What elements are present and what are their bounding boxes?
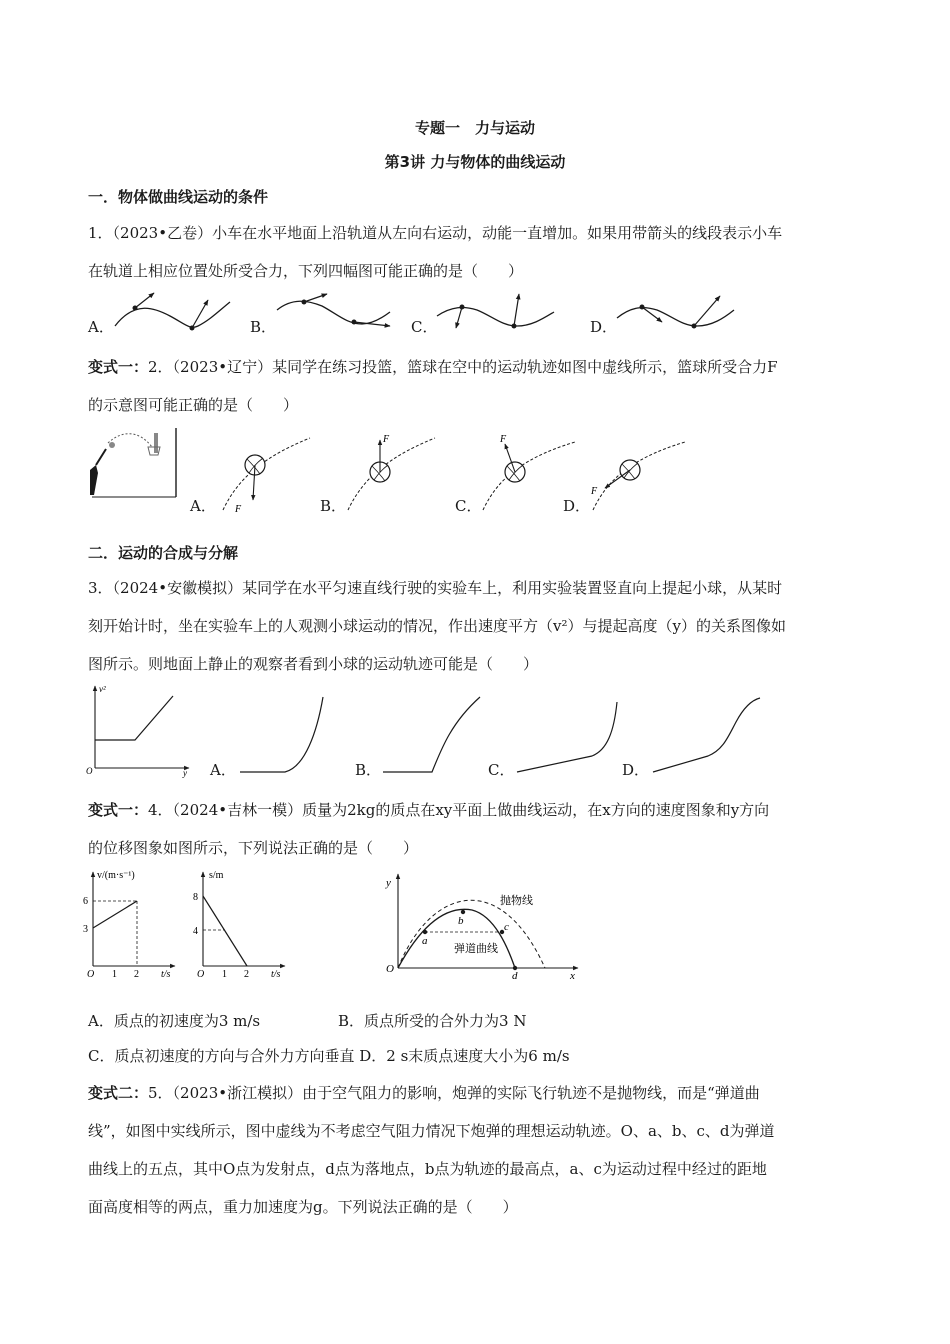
q4-s-ytick-8: 8 <box>193 892 198 903</box>
v2-option-c: C． <box>455 497 482 515</box>
q1-figure-b <box>272 288 397 338</box>
v2-option-d: D． <box>563 497 591 515</box>
q1-option-d: D． <box>590 318 618 336</box>
q4-v-ytick-6: 6 <box>83 896 88 907</box>
q3-option-c: C． <box>488 761 515 779</box>
v2-option-b: B． <box>320 497 347 515</box>
q4-line1 <box>88 800 769 820</box>
traj-point-d: d <box>512 970 518 982</box>
section2-title: 二．运动的合成与分解 <box>88 544 239 562</box>
q4-v-xtick-2: 2 <box>134 969 139 980</box>
q1-figure-a <box>110 288 235 338</box>
q3-option-b: B． <box>355 761 382 779</box>
q4-s-xtick-2: 2 <box>244 969 249 980</box>
traj-origin: O <box>386 963 394 975</box>
q1-option-b: B． <box>250 318 277 336</box>
traj-point-a: a <box>422 935 428 947</box>
q5-line4: 面高度相等的两点，重力加速度为g。下列说法正确的是（ ） <box>88 1198 518 1216</box>
v2-prefix: 变式一： <box>88 358 149 376</box>
traj-x-label: x <box>570 970 575 982</box>
q3-option-a: A． <box>210 761 236 779</box>
v2-figure-a <box>215 430 320 515</box>
v2-c-force-label: F <box>500 434 507 445</box>
q4-s-xtick-1: 1 <box>222 969 227 980</box>
q3-line2: 刻开始计时，坐在实验车上的人观测小球运动的情况，作出速度平方（v²）与提起高度（y）的关系图像如 <box>88 617 786 635</box>
q5-prefix: 变式二： <box>88 1084 149 1102</box>
q4-option-a: A．质点的初速度为3 m/s <box>88 1012 261 1030</box>
v2-line2: 的示意图可能正确的是（ ） <box>88 396 299 414</box>
q4-velocity-graph <box>85 866 185 978</box>
q4-v-ylabel: v/(m·s⁻¹) <box>97 870 135 881</box>
traj-ballistic-label: 弹道曲线 <box>454 943 498 955</box>
q4-v-xtick-1: 1 <box>112 969 117 980</box>
v2-a-force-label: F <box>235 504 242 515</box>
q4-s-xlabel: t/s <box>271 969 281 980</box>
q3-figure-d <box>648 692 763 777</box>
q1-line2: 在轨道上相应位置处所受合力，下列四幅图可能正确的是（ ） <box>88 262 524 280</box>
q3-graph-origin: O <box>86 766 93 776</box>
q4-displacement-graph <box>195 866 295 978</box>
traj-parabola-label: 抛物线 <box>500 895 533 907</box>
q1-option-c: C． <box>411 318 438 336</box>
v2-figure-b <box>340 430 445 515</box>
q5-line2: 线”，如图中实线所示，图中虚线为不考虑空气阻力情况下炮弹的理想运动轨迹。O、a、b、c、d为弹道 <box>88 1122 775 1140</box>
q4-v-ytick-3: 3 <box>83 924 88 935</box>
traj-point-b: b <box>458 915 464 927</box>
q5-line1 <box>88 1083 760 1103</box>
q3-option-d: D． <box>622 761 650 779</box>
q1-line1: 1．（2023•乙卷）小车在水平地面上沿轨道从左向右运动，动能一直增加。如果用带箭头的线段表示小车 <box>88 224 783 242</box>
q4-v-xlabel: t/s <box>161 969 171 980</box>
q4-line2: 的位移图象如图所示，下列说法正确的是（ ） <box>88 839 419 857</box>
q5-line3: 曲线上的五点，其中O点为发射点，d点为落地点，b点为轨迹的最高点，a、c为运动过程中经过的距地 <box>88 1160 767 1178</box>
traj-y-label: y <box>386 877 391 889</box>
q4-option-b: B．质点所受的合外力为3 N <box>338 1012 527 1030</box>
q3-graph-xlabel: y <box>183 768 187 778</box>
q3-line1: 3．（2024•安徽模拟）某同学在水平匀速直线行驶的实验车上，利用实验装置竖直向上提起小球，从某时 <box>88 579 783 597</box>
q4-v-origin: O <box>87 969 95 980</box>
topic-title: 专题一 力与运动 <box>414 119 535 137</box>
q3-graph-ylabel: v² <box>99 684 106 694</box>
q5-text: 5．（2023•浙江模拟）由于空气阻力的影响，炮弹的实际飞行轨迹不是抛物线，而是“弹道曲 <box>148 1084 760 1102</box>
q3-line3: 图所示。则地面上静止的观察者看到小球的运动轨迹可能是（ ） <box>88 655 539 673</box>
q3-figure-c <box>512 692 627 777</box>
v2-line1 <box>88 357 778 377</box>
q4-s-ytick-4: 4 <box>193 926 198 937</box>
q3-figure-a <box>235 692 330 777</box>
traj-point-c: c <box>504 921 509 933</box>
v2-d-force-label: F <box>591 486 598 497</box>
v2-option-a: A． <box>190 497 216 515</box>
section1-title: 一．物体做曲线运动的条件 <box>88 188 269 206</box>
q4-text: 4．（2024•吉林一模）质量为2kg的质点在xy平面上做曲线运动，在x方向的速度图象和y方向 <box>148 801 770 819</box>
q3-figure-b <box>380 692 485 777</box>
v2-text: 2．（2023•辽宁）某同学在练习投篮，篮球在空中的运动轨迹如图中虚线所示，篮球所受合力F <box>148 358 778 376</box>
basketball-scene <box>84 425 180 500</box>
lecture-title: 第3讲 力与物体的曲线运动 <box>384 153 566 171</box>
q4-option-cd: C．质点初速度的方向与合外力方向垂直 D．2 s末质点速度大小为6 m/s <box>88 1047 570 1065</box>
trajectory-figure <box>380 868 580 980</box>
v2-figure-d <box>585 430 695 515</box>
q1-figure-c <box>432 288 562 338</box>
v2-b-force-label: F <box>383 434 390 445</box>
q1-option-a: A． <box>88 318 114 336</box>
q4-s-origin: O <box>197 969 205 980</box>
q1-figure-d <box>612 288 742 338</box>
q3-v2-y-graph <box>85 682 195 777</box>
q4-prefix: 变式一： <box>88 801 149 819</box>
q4-s-ylabel: s/m <box>209 870 224 881</box>
